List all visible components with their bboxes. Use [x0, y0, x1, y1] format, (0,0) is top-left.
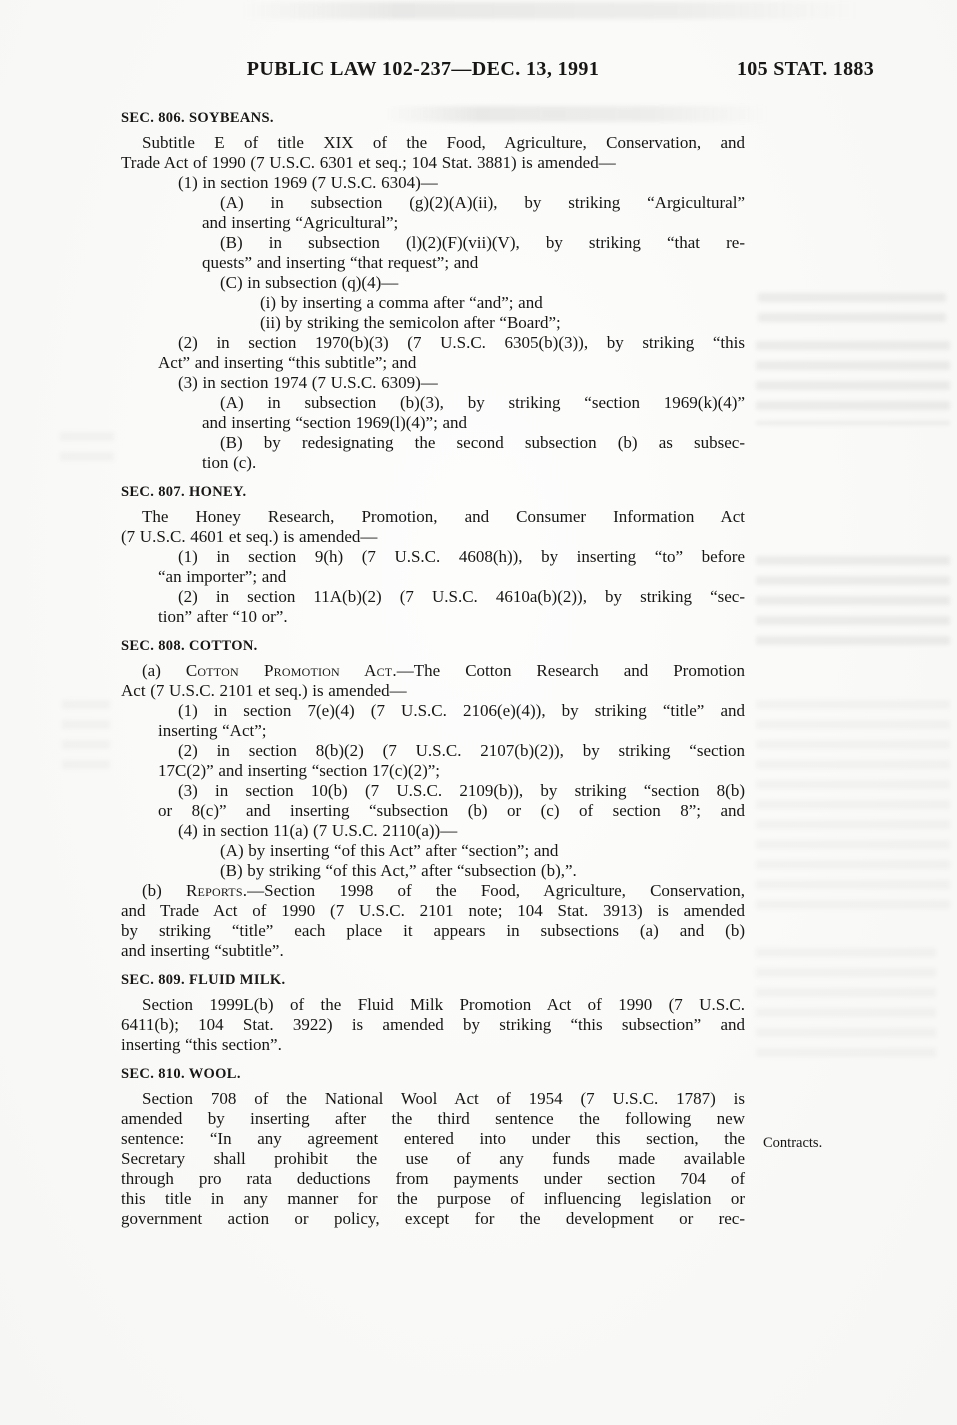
bleed-through-artifact	[240, 2, 860, 19]
statute-line	[121, 661, 745, 681]
statute-line: (1) in section 7(e)(4) (7 U.S.C. 2106(e)(4)), by striking “title” and	[178, 701, 745, 720]
statute-line: The Honey Research, Promotion, and Consumer Information Act	[142, 507, 745, 526]
statute-line: 6411(b); 104 Stat. 3922) is amended by striking “this subsection” and	[121, 1015, 745, 1034]
statute-line: amended by inserting after the third sentence the following new	[121, 1109, 745, 1128]
statute-line: Act (7 U.S.C. 2101 et seq.) is amended—	[121, 681, 407, 700]
statute-line: Section 1999L(b) of the Fluid Milk Promotion Act of 1990 (7 U.S.C.	[142, 995, 745, 1014]
statute-section	[121, 108, 745, 473]
statute-line: (7 U.S.C. 4601 et seq.) is amended—	[121, 527, 378, 546]
text-segment: —The Cotton Research and Promotion	[396, 661, 745, 680]
statute-line: (1) in section 1969 (7 U.S.C. 6304)—	[178, 173, 438, 192]
statute-line: and inserting “subtitle”.	[121, 941, 284, 960]
statute-line: and inserting “Agricultural”;	[202, 213, 399, 232]
statute-line: Section 708 of the National Wool Act of 1954 (7 U.S.C. 1787) is	[142, 1089, 745, 1108]
statute-text-column	[121, 108, 745, 1229]
statute-line: Trade Act of 1990 (7 U.S.C. 6301 et seq.; 104 Stat. 3881) is amended—	[121, 153, 616, 172]
small-caps-phrase: Reports.	[186, 881, 248, 900]
statute-line: Secretary shall prohibit the use of any funds made available	[121, 1149, 745, 1168]
statute-line	[121, 881, 745, 901]
section-heading: SEC. 810. WOOL.	[121, 1066, 241, 1082]
statute-line: (A) in subsection (g)(2)(A)(ii), by striking “Argicultural”	[220, 193, 745, 212]
statute-line: by striking “title” each place it appears in subsections (a) and (b)	[121, 921, 745, 940]
statute-line: (3) in section 1974 (7 U.S.C. 6309)—	[178, 373, 438, 392]
statute-line: inserting “this section”.	[121, 1035, 282, 1054]
statute-line: tion (c).	[202, 453, 257, 472]
statute-line: (1) in section 9(h) (7 U.S.C. 4608(h)), by inserting “to” before	[178, 547, 745, 566]
statute-line: (B) in subsection (l)(2)(F)(vii)(V), by striking “that re-	[220, 233, 745, 252]
text-segment: (a)	[142, 661, 186, 680]
statute-section	[121, 970, 745, 1055]
statute-line: (ii) by striking the semicolon after “Board”;	[260, 313, 561, 332]
statute-line: Act” and inserting “this subtitle”; and	[158, 353, 417, 372]
statute-line: (3) in section 10(b) (7 U.S.C. 2109(b)), by striking “section 8(b)	[178, 781, 745, 800]
statute-line: “an importer”; and	[158, 567, 287, 586]
running-head-stat-number: 105 STAT. 1883	[737, 58, 874, 80]
marginal-note-contracts: Contracts.	[763, 1135, 823, 1151]
small-caps-phrase: Cotton Promotion Act.	[185, 661, 397, 680]
section-heading: SEC. 808. COTTON.	[121, 638, 258, 654]
statute-line: or 8(c)” and inserting “subsection (b) or (c) of section 8”; and	[158, 801, 745, 820]
statute-line: inserting “Act”;	[158, 721, 267, 740]
statute-line: (C) in subsection (q)(4)—	[220, 273, 399, 292]
text-segment: —Section 1998 of the Food, Agriculture, Conservation,	[247, 881, 745, 900]
bleed-through-artifact	[756, 341, 950, 425]
statute-line: (B) by redesignating the second subsection (b) as subsec-	[220, 433, 745, 452]
statute-line: 17C(2)” and inserting “section 17(c)(2)”;	[158, 761, 441, 780]
statute-line: sentence: “In any agreement entered into under this section, the	[121, 1129, 745, 1148]
statute-line: (2) in section 1970(b)(3) (7 U.S.C. 6305(b)(3)), by striking “this	[178, 333, 745, 352]
statute-line: (B) by striking “of this Act,” after “subsection (b),”.	[220, 861, 577, 880]
statute-line: (2) in section 11A(b)(2) (7 U.S.C. 4610a(b)(2)), by striking “sec-	[178, 587, 745, 606]
statute-line: this title in any manner for the purpose of influencing legislation or	[121, 1189, 745, 1208]
statute-line: tion” after “10 or”.	[158, 607, 288, 626]
running-head-law-title: PUBLIC LAW 102-237—DEC. 13, 1991	[246, 58, 600, 80]
section-heading: SEC. 809. FLUID MILK.	[121, 972, 286, 988]
statute-line: (4) in section 11(a) (7 U.S.C. 2110(a))—	[178, 821, 458, 840]
statute-section	[121, 482, 745, 627]
statute-line: Subtitle E of title XIX of the Food, Agriculture, Conservation, and	[142, 133, 745, 152]
bleed-through-artifact	[758, 293, 946, 333]
bleed-through-artifact	[62, 700, 110, 770]
statute-line: and inserting “section 1969(l)(4)”; and	[202, 413, 468, 432]
statute-line: (2) in section 8(b)(2) (7 U.S.C. 2107(b)(2)), by striking “section	[178, 741, 745, 760]
statute-section	[121, 1064, 745, 1229]
statute-line: quests” and inserting “that request”; and	[202, 253, 479, 272]
bleed-through-artifact	[756, 700, 950, 920]
text-segment: (b)	[142, 881, 187, 900]
statute-section	[121, 636, 745, 961]
statute-line: (A) in subsection (b)(3), by striking “section 1969(k)(4)”	[220, 393, 745, 412]
section-heading: SEC. 806. SOYBEANS.	[121, 110, 274, 126]
statute-line: and Trade Act of 1990 (7 U.S.C. 2101 note; 104 Stat. 3913) is amended	[121, 901, 745, 920]
statute-line: (A) by inserting “of this Act” after “section”; and	[220, 841, 559, 860]
section-heading: SEC. 807. HONEY.	[121, 484, 247, 500]
bleed-through-artifact	[60, 432, 114, 472]
statute-line: through pro rata deductions from payments under section 704 of	[121, 1169, 745, 1188]
statute-line: (i) by inserting a comma after “and”; and	[260, 293, 543, 312]
bleed-through-artifact	[756, 948, 936, 1058]
statute-line: government action or policy, except for the development or rec-	[121, 1209, 745, 1228]
bleed-through-artifact	[756, 556, 950, 651]
